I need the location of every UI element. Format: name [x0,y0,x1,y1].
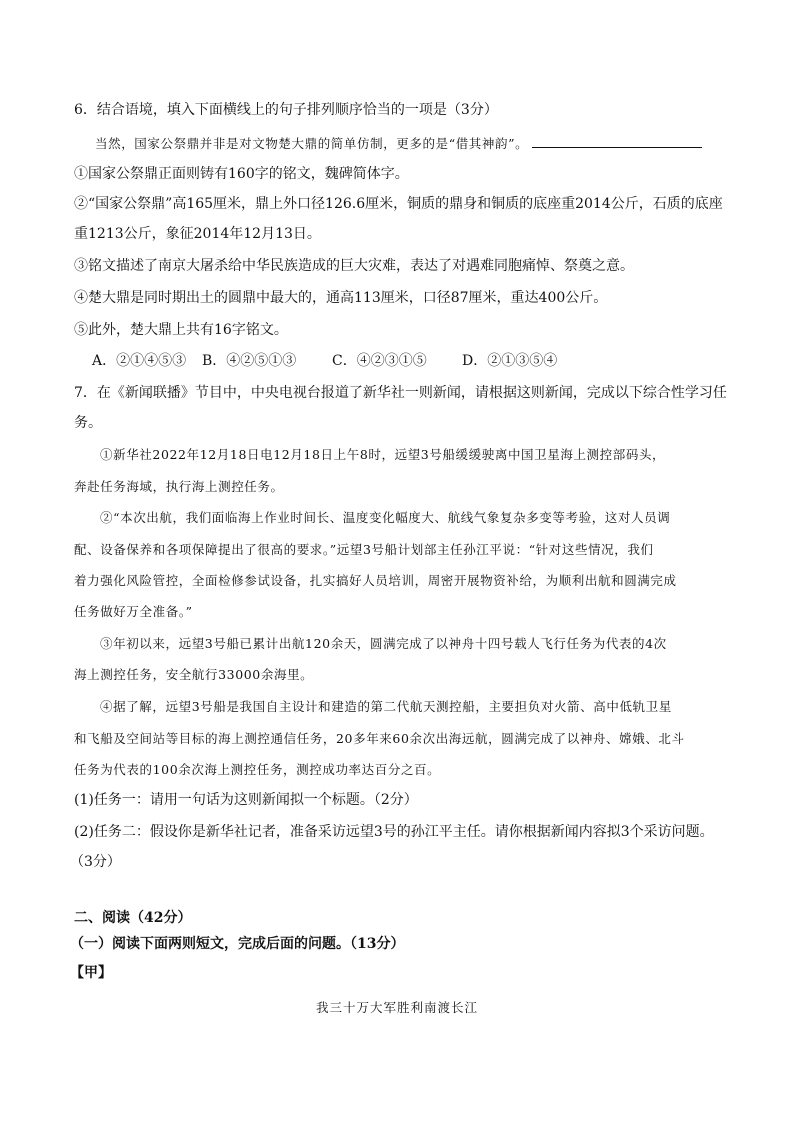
task-1: (1)任务一：请用一句话为这则新闻拟一个标题。（2分） [74,792,418,808]
article-title: 我三十万大军胜利南渡长江 [315,1000,478,1015]
subheading-text: （一）阅读下面两则短文，完成后面的问题。（13分） [70,936,405,952]
option-b[interactable]: B．④②⑤①③ [202,353,297,369]
q6-item-4: ④楚大鼎是同时期出土的圆鼎中最大的，通高113厘米，口径87厘米，重达400公斤。 [74,290,608,306]
task-2-cont: （3分） [70,854,121,870]
news-line: 和飞船及空间站等目标的海上测控通信任务，20多年来60余次出海远航，圆满完成了以神舟、嫦娥、北斗 [74,731,685,746]
q6-item-3: ③铭文描述了南京大屠杀给中华民族造成的巨大灾难，表达了对遇难同胞痛悼、祭奠之意。 [74,258,634,274]
q7-title-cont: 务。 [74,415,102,431]
q6-item-2: ②“国家公祭鼎”高165厘米，鼎上外口径126.6厘米，铜质的鼎身和铜质的底座重2014公斤，石质的底座 [74,196,723,212]
news-line: 着力强化风险管控，全面检修参试设备，扎实搞好人员培训，周密开展物资补给，为顺利出航和圆满完成 [74,573,677,588]
option-c[interactable]: C．④②③①⑤ [332,353,427,369]
section-subheading [70,934,722,954]
q6-item-5: ⑤此外，楚大鼎上共有16字铭文。 [74,322,288,338]
option-a[interactable]: A．②①④⑤③ [92,353,187,369]
q6-options [92,351,557,371]
news-line: ②“本次出航，我们面临海上作业时间长、温度变化幅度大、航线气象复杂多变等考验，这对人员调 [100,510,671,525]
answer-blank[interactable] [532,135,702,148]
news-line: 任务做好万全准备。” [74,604,193,619]
section-heading: 二、阅读（42分） [74,910,192,926]
passage-label: 【甲】 [70,965,112,981]
news-line: ④据了解，远望3号船是我国自主设计和建造的第二代航天测控船，主要担负对火箭、高中低轨卫星 [100,699,672,714]
q6-context [95,134,726,154]
q7-title: 7．在《新闻联播》节目中，中央电视台报道了新华社一则新闻，请根据这则新闻，完成以下综合性学习任 [74,385,727,401]
news-line: ①新华社2022年12月18日电12月18日上午8时，远望3号船缓缓驶离中国卫星海上测控部码头， [100,447,666,462]
news-line: 海上测控任务，安全航行33000余海里。 [74,667,314,682]
news-line: 任务为代表的100余次海上测控任务，测控成功率达百分之百。 [74,762,441,777]
task-2: (2)任务二：假设你是新华社记者，准备采访远望3号的孙江平主任。请你根据新闻内容拟3个采访问题。 [74,824,714,840]
news-line: 配、设备保养和各项保障提出了很高的要求。”远望3号船计划部主任孙江平说：“针对这些情况，我们 [74,542,654,557]
news-line: 奔赴任务海域，执行海上测控任务。 [74,479,284,494]
option-d[interactable]: D．②①③⑤④ [462,353,558,369]
news-line: ③年初以来，远望3号船已累计出航120余天，圆满完成了以神舟十四号载人飞行任务为代表的4次 [100,636,667,651]
q6-title: 6．结合语境，填入下面横线上的句子排列顺序恰当的一项是（3分） [74,102,498,118]
q6-item-1: ①国家公祭鼎正面则铸有160字的铭文，魏碑简体字。 [74,166,409,182]
q6-context-text: 当然，国家公祭鼎并非是对文物楚大鼎的简单仿制，更多的是“借其神韵”。 [95,136,529,151]
q6-item-2-cont: 重1213公斤，象征2014年12月13日。 [74,226,321,242]
